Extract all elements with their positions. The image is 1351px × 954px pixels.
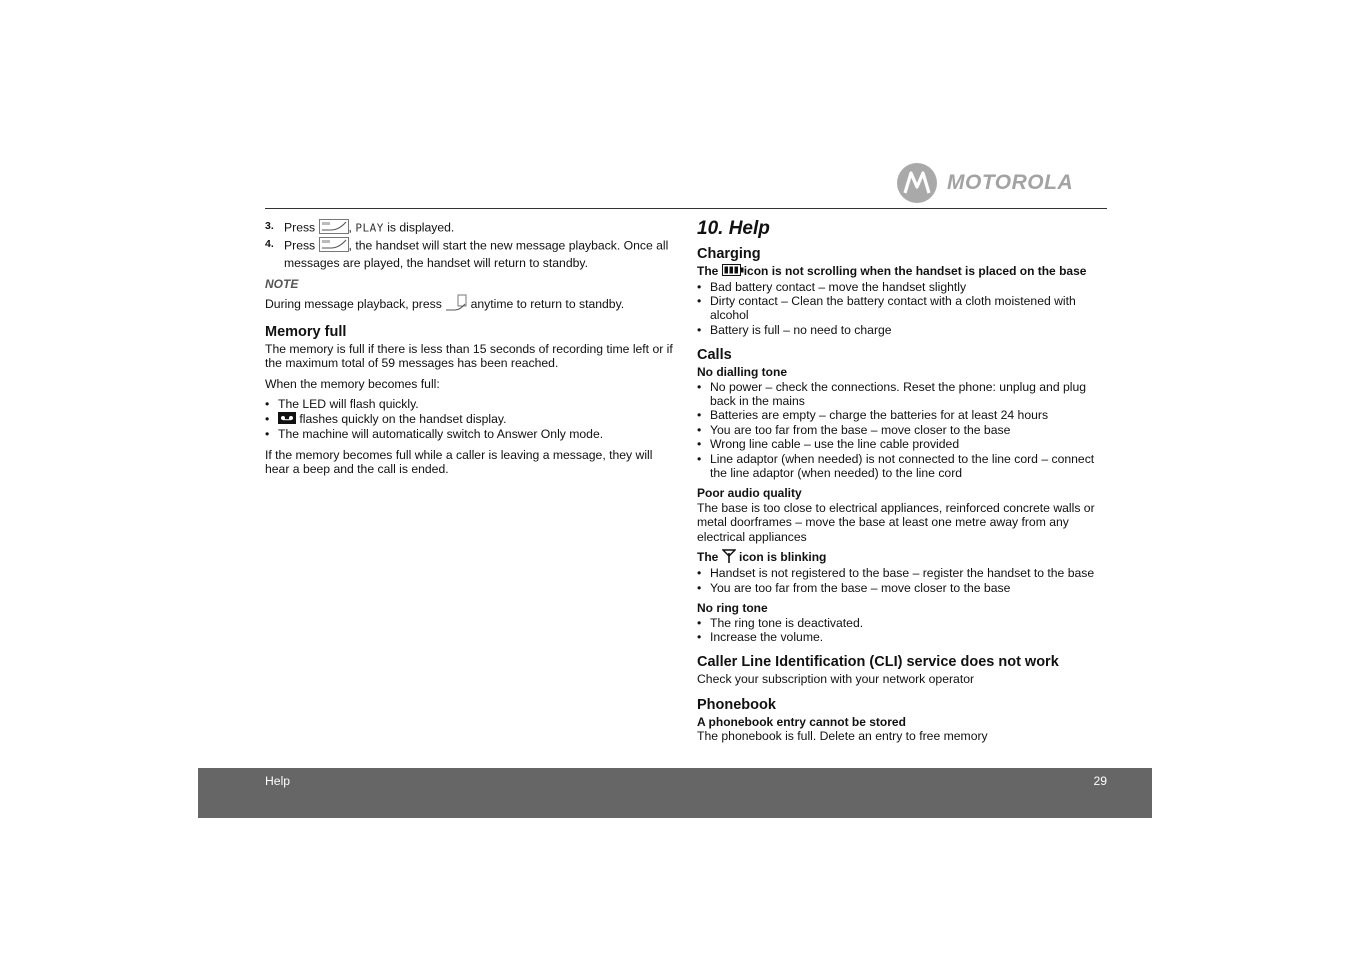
- header-rule: [265, 208, 1107, 209]
- phonebook-subheading: A phonebook entry cannot be stored: [697, 714, 906, 729]
- list-item: • You are too far from the base – move closer to the base: [697, 423, 1109, 437]
- list-item: • You are too far from the base – move closer to the base: [697, 581, 1109, 595]
- page-number: 29: [1093, 774, 1107, 788]
- memory-full-caller: If the memory becomes full while a caller is leaving a message, they will hear a beep and the call is ended.: [265, 447, 653, 476]
- list-item: • Line adaptor (when needed) is not connected to the line cord – connect the line adaptor (when needed) to the line cord: [697, 452, 1109, 481]
- list-item: • Battery is full – no need to charge: [697, 323, 1109, 337]
- poor-audio-heading: Poor audio quality: [697, 486, 802, 501]
- memory-full-list: [265, 397, 675, 441]
- blink-heading: The icon is blinking: [697, 549, 1109, 566]
- list-item: • The machine will automatically switch to Answer Only mode.: [265, 427, 675, 441]
- list-item: • flashes quickly on the handset display.: [265, 412, 675, 427]
- calls-heading: Calls: [697, 347, 732, 364]
- note-text: During message playback, press anytime to return to standby.: [265, 294, 675, 315]
- memory-full-when: When the memory becomes full:: [265, 376, 440, 391]
- list-item: • The ring tone is deactivated.: [697, 616, 1109, 630]
- list-item: • Dirty contact – Clean the battery contact with a cloth moistened with alcohol: [697, 294, 1109, 323]
- answering-machine-icon: [278, 412, 296, 427]
- cli-heading: Caller Line Identification (CLI) service does not work: [697, 654, 1059, 671]
- cli-text: Check your subscription with your network operator: [697, 672, 975, 687]
- no-dial-heading: No dialling tone: [697, 365, 787, 380]
- lcd-play-text: PLAY: [355, 221, 384, 235]
- motorola-batwing-icon: [897, 163, 937, 203]
- list-item: • Handset is not registered to the base – register the handset to the base: [697, 566, 1109, 580]
- motorola-logo: [897, 162, 1073, 204]
- poor-audio-text: The base is too close to electrical appliances, reinforced concrete walls or metal doorframes – move the base at least one metre away from any electrical appliances: [697, 500, 1095, 544]
- charging-list: [697, 280, 1109, 338]
- no-dial-list: [697, 380, 1109, 481]
- list-item: • No power – check the connections. Reset the phone: unplug and plug back in the mains: [697, 380, 1109, 409]
- antenna-icon: [722, 549, 736, 566]
- phonebook-heading: Phonebook: [697, 696, 776, 713]
- charging-subheading: The icon is not scrolling when the handset is placed on the base: [697, 264, 1087, 278]
- no-ring-heading: No ring tone: [697, 601, 768, 616]
- battery-icon: [722, 264, 744, 279]
- brand-wordmark: MOTOROLA: [947, 171, 1074, 194]
- left-column: [265, 219, 675, 476]
- end-call-key-icon: [445, 294, 467, 315]
- page-footer: [198, 768, 1152, 818]
- note-heading: NOTE: [265, 277, 299, 292]
- menu-key-icon: [319, 237, 349, 255]
- footer-section-label: Help: [265, 774, 291, 788]
- step-3: 3. Press , PLAY is displayed.: [265, 219, 675, 237]
- phonebook-text: The phonebook is full. Delete an entry to free memory: [697, 729, 988, 744]
- list-item: • The LED will flash quickly.: [265, 397, 675, 411]
- blink-list: [697, 566, 1109, 595]
- step-4: 4. Press , the handset will start the new message playback. Once all messages are played, the handset will return to standby.: [265, 238, 669, 270]
- list-item: • Wrong line cable – use the line cable provided: [697, 437, 1109, 451]
- list-item: • Bad battery contact – move the handset slightly: [697, 280, 1109, 294]
- section-title: 10. Help: [697, 218, 770, 239]
- memory-full-heading: Memory full: [265, 324, 347, 341]
- menu-key-icon: [319, 219, 349, 237]
- memory-full-intro: The memory is full if there is less than 15 seconds of recording time left or if the maximum total of 59 messages has been reached.: [265, 342, 673, 371]
- list-item: • Increase the volume.: [697, 630, 1109, 644]
- no-ring-list: [697, 616, 1109, 645]
- right-column: [697, 218, 1109, 744]
- charging-heading: Charging: [697, 246, 761, 262]
- list-item: • Batteries are empty – charge the batteries for at least 24 hours: [697, 408, 1109, 422]
